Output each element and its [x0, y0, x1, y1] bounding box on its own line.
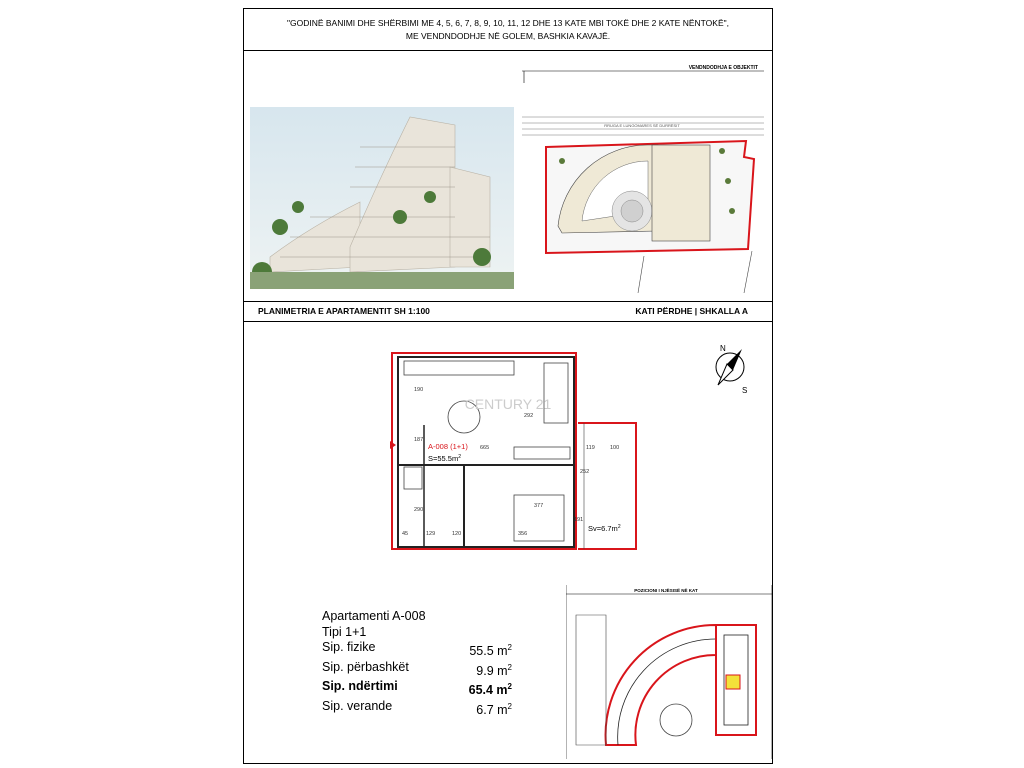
site-plan [522, 61, 764, 293]
site-label: VENDNDODHJA E OBJEKTIT [688, 65, 758, 71]
spec-row-perbashket: Sip. përbashkët 9.9 $m^2$ [322, 659, 512, 678]
dim-100: 100 [610, 445, 620, 451]
watermark: CENTURY 21 [464, 396, 552, 412]
dim-187: 187 [414, 437, 424, 443]
dim-120: 120 [452, 531, 462, 537]
dim-45: 45 [402, 531, 409, 537]
dim-290: 290 [414, 507, 424, 513]
unit-position-keyplan [566, 585, 772, 759]
dim-292: 292 [524, 413, 534, 419]
project-title [244, 9, 772, 51]
unit-label: A-008 (1+1) [428, 442, 468, 451]
title-line-2: ME VENDNDODHJE NË GOLEM, BASHKIA KAVAJË. [405, 31, 611, 41]
north-arrow-icon [700, 337, 760, 397]
section-bar [244, 301, 772, 322]
dim-191: 191 [574, 517, 584, 523]
title-line-1: "GODINË BANIMI DHE SHËRBIMI ME 4, 5, 6, 7, 8, 9, 10, 11, 12 DHE 13 KATE MBI TOKË DHE 2 KATE NËNTOKË", [286, 18, 730, 28]
plan-scale-title: PLANIMETRIA E APARTAMENTIT SH 1:100 [258, 306, 430, 316]
apartment-specs [322, 609, 512, 719]
road-label: RRUGA E LUNGOMARES SË DURRËSIT [604, 123, 680, 128]
floor-stair-label: KATI PËRDHE | SHKALLA A [635, 306, 748, 316]
apartment-floor-plan [384, 345, 644, 557]
dim-356: 356 [518, 531, 528, 537]
apartment-type: Tipi 1+1 [322, 624, 367, 639]
images-row [244, 51, 772, 302]
building-render [250, 107, 514, 289]
dim-190: 190 [414, 387, 424, 393]
spec-row-ndertimi: Sip. ndërtimi 65.4 $m^2$ [322, 679, 512, 698]
apartment-name: Apartamenti A-008 [322, 609, 426, 623]
dim-252: 252 [580, 469, 590, 475]
keyplan-label: POZICIONI I NJËSISË NË KAT [634, 588, 698, 593]
spec-row-verande: Sip. verande 6.7 $m^2$ [322, 698, 512, 718]
veranda-area: $Sv=6.7m^2$ [588, 524, 621, 533]
dim-665: 665 [480, 445, 490, 451]
dim-129: 129 [426, 531, 436, 537]
south-label: S [742, 386, 748, 395]
plan-sheet [243, 8, 773, 764]
dim-377: 377 [534, 503, 544, 509]
unit-area: $S=55.5m^2$ [428, 454, 462, 463]
dim-119: 119 [586, 445, 595, 451]
north-label: N [720, 344, 726, 353]
spec-row-fizike: Sip. fizike 55.5 $m^2$ [322, 640, 512, 659]
